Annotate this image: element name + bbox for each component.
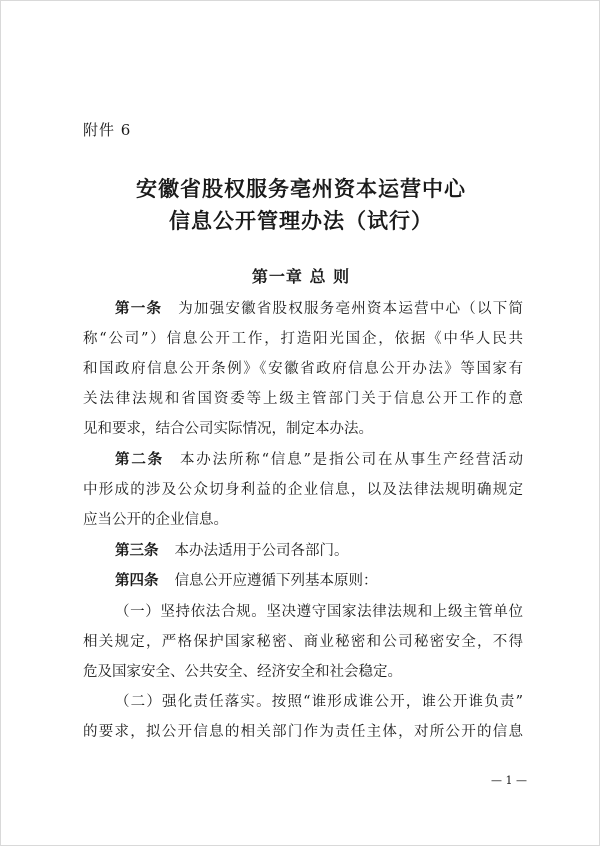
article-2-line-3: 应当公开的企业信息。 — [83, 512, 228, 528]
item-1-line-3: 危及国家安全、公共安全、经济安全和社会稳定。 — [83, 664, 402, 680]
page-number: — 1 — — [491, 774, 527, 787]
article-1-line-5: 见和要求，结合公司实际情况，制定本办法。 — [83, 421, 373, 437]
article-2-line-2: 中形成的涉及公众切身利益的企业信息，以及法律法规明确规定 — [83, 482, 523, 498]
article-2-label: 第二条 — [115, 452, 164, 468]
item-2-line-2: 的要求，拟公开信息的相关部门作为责任主体，对所公开的信息 — [83, 724, 523, 740]
article-4-line-1 — [115, 569, 523, 590]
article-1-line-3: 和国政府信息公开条例》《安徽省政府信息公开办法》等国家有 — [83, 361, 523, 377]
article-1-text: 为加强安徽省股权服务亳州资本运营中心（以下简 — [178, 301, 523, 317]
article-1-line-1 — [115, 297, 523, 318]
item-1-line-1: （一）坚持依法合规。坚决遵守国家法律法规和上级主管单位 — [115, 604, 523, 620]
article-3-label: 第三条 — [115, 543, 159, 559]
article-1-line-4: 关法律法规和省国资委等上级主管部门关于信息公开工作的意 — [83, 391, 523, 407]
article-2-text: 本办法所称“信息”是指公司在从事生产经营活动 — [179, 452, 524, 468]
document-title-line-1: 安徽省股权服务亳州资本运营中心 — [136, 177, 466, 201]
article-3-text: 本办法适用于公司各部门。 — [174, 543, 349, 559]
chapter-heading: 第一章 总 则 — [251, 267, 351, 286]
document-title-line-2: 信息公开管理办法（试行） — [169, 209, 433, 233]
article-1-line-2: 称“公司”）信息公开工作，打造阳光国企，依据《中华人民共 — [83, 331, 523, 347]
attachment-label: 附件 6 — [83, 121, 132, 139]
article-2-line-1 — [115, 448, 523, 469]
item-2-line-1: （二）强化责任落实。按照“谁形成谁公开，谁公开谁负责” — [115, 694, 523, 710]
article-3-line-1 — [115, 539, 523, 560]
article-4-text: 信息公开应遵循下列基本原则： — [174, 573, 378, 589]
item-1-line-2: 相关规定，严格保护国家秘密、商业秘密和公司秘密安全，不得 — [83, 634, 523, 650]
article-1-label: 第一条 — [115, 301, 163, 317]
article-4-label: 第四条 — [115, 573, 159, 589]
